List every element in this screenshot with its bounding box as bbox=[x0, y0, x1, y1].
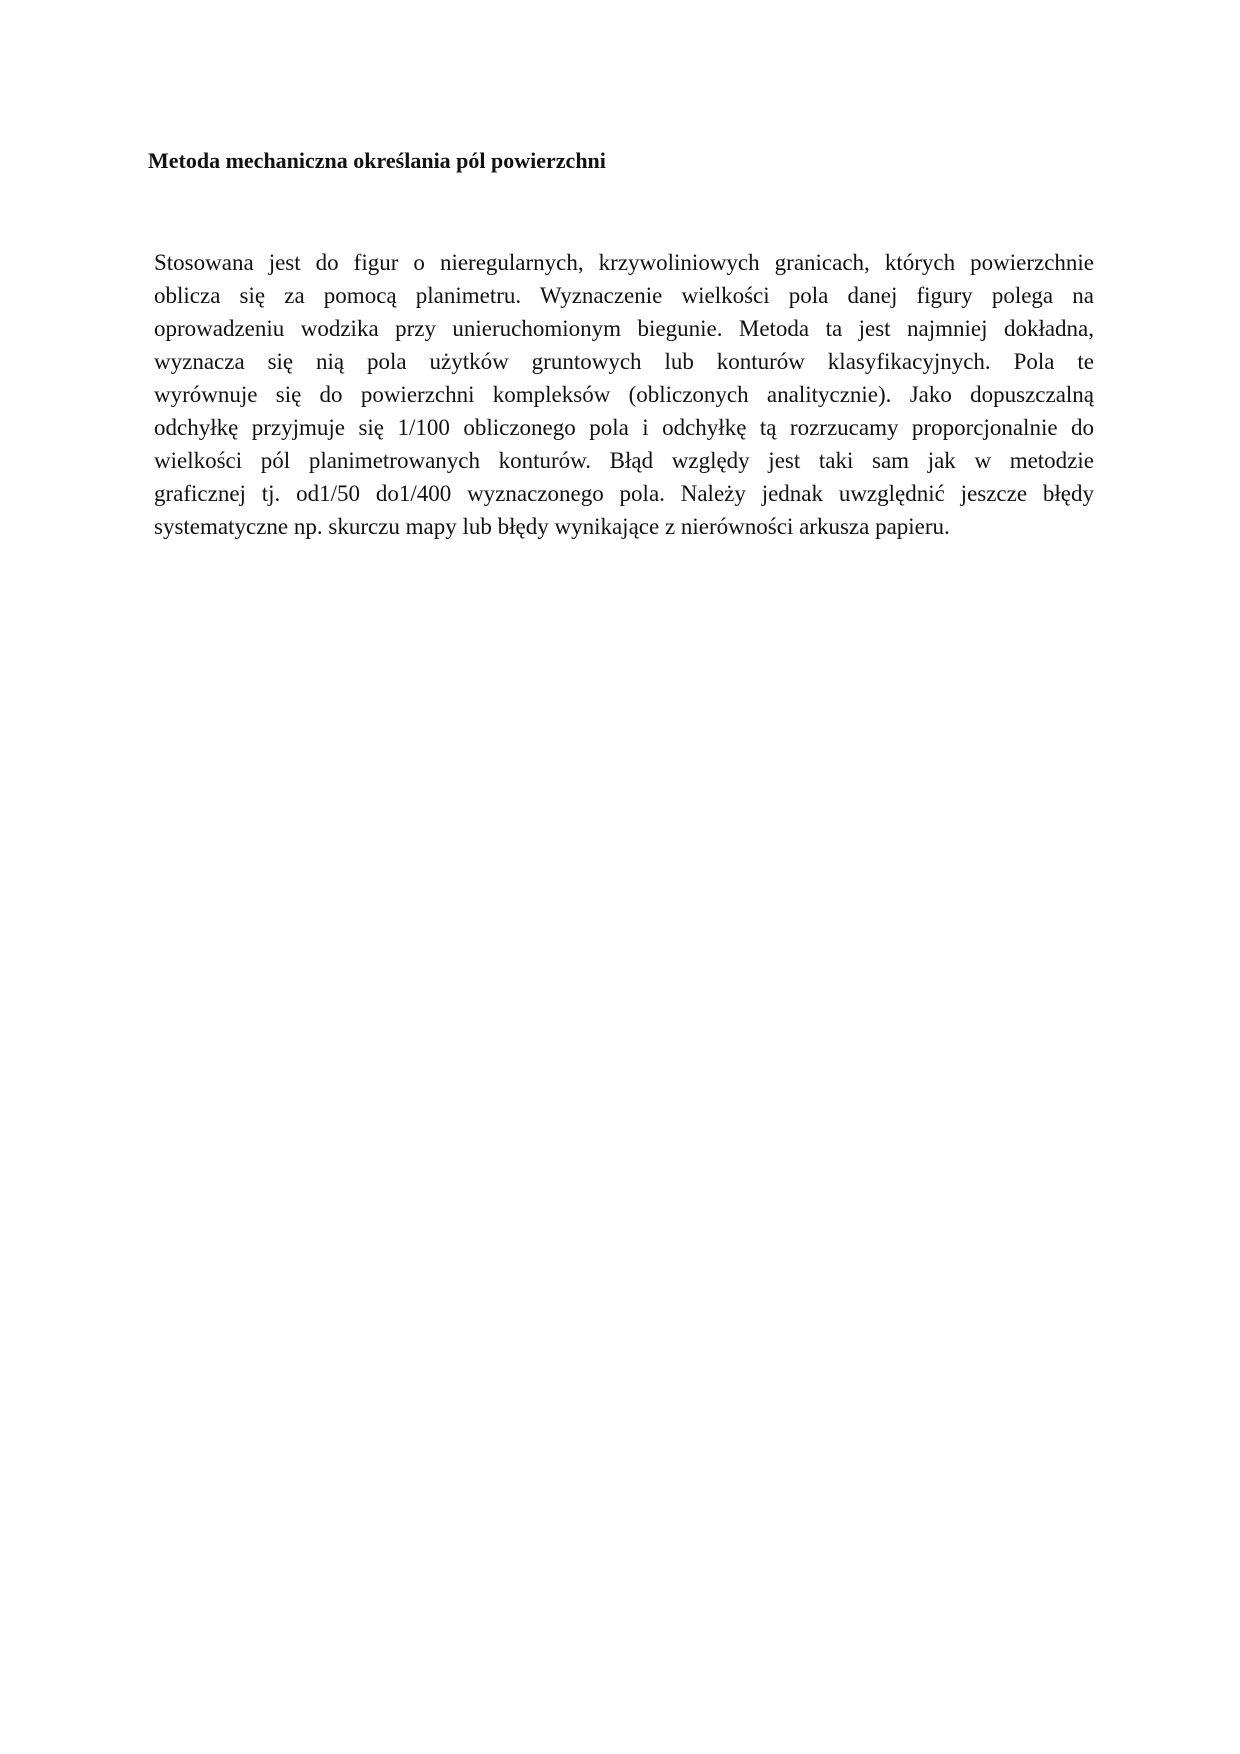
paragraph-line: systematyczne np. skurczu mapy lub błędy wynikające z nierówności arkusza papieru. bbox=[154, 514, 950, 539]
document-title: Metoda mechaniczna określania pól powierzchni bbox=[148, 148, 606, 173]
paragraph-line: odchyłkę przyjmuje się 1/100 obliczonego pola i odchyłkę tą rozrzucamy proporcjonalnie do bbox=[154, 415, 1094, 440]
paragraph-line: oprowadzeniu wodzika przy unieruchomionym biegunie. Metoda ta jest najmniej dokładna, bbox=[154, 316, 1094, 341]
paragraph-line: wyrównuje się do powierzchni kompleksów (obliczonych analitycznie). Jako dopuszczalną bbox=[154, 382, 1094, 407]
paragraph-line: wyznacza się nią pola użytków gruntowych lub konturów klasyfikacyjnych. Pola te bbox=[154, 349, 1094, 374]
paragraph-line: graficznej tj. od1/50 do1/400 wyznaczonego pola. Należy jednak uwzględnić jeszcze błędy bbox=[154, 481, 1094, 506]
document-paragraph bbox=[154, 246, 1094, 543]
paragraph-line: wielkości pól planimetrowanych konturów. Błąd względy jest taki sam jak w metodzie bbox=[154, 448, 1094, 473]
paragraph-line: oblicza się za pomocą planimetru. Wyznaczenie wielkości pola danej figury polega na bbox=[154, 283, 1094, 308]
paragraph-line: Stosowana jest do figur o nieregularnych, krzywoliniowych granicach, których powierzchnie bbox=[154, 250, 1094, 275]
